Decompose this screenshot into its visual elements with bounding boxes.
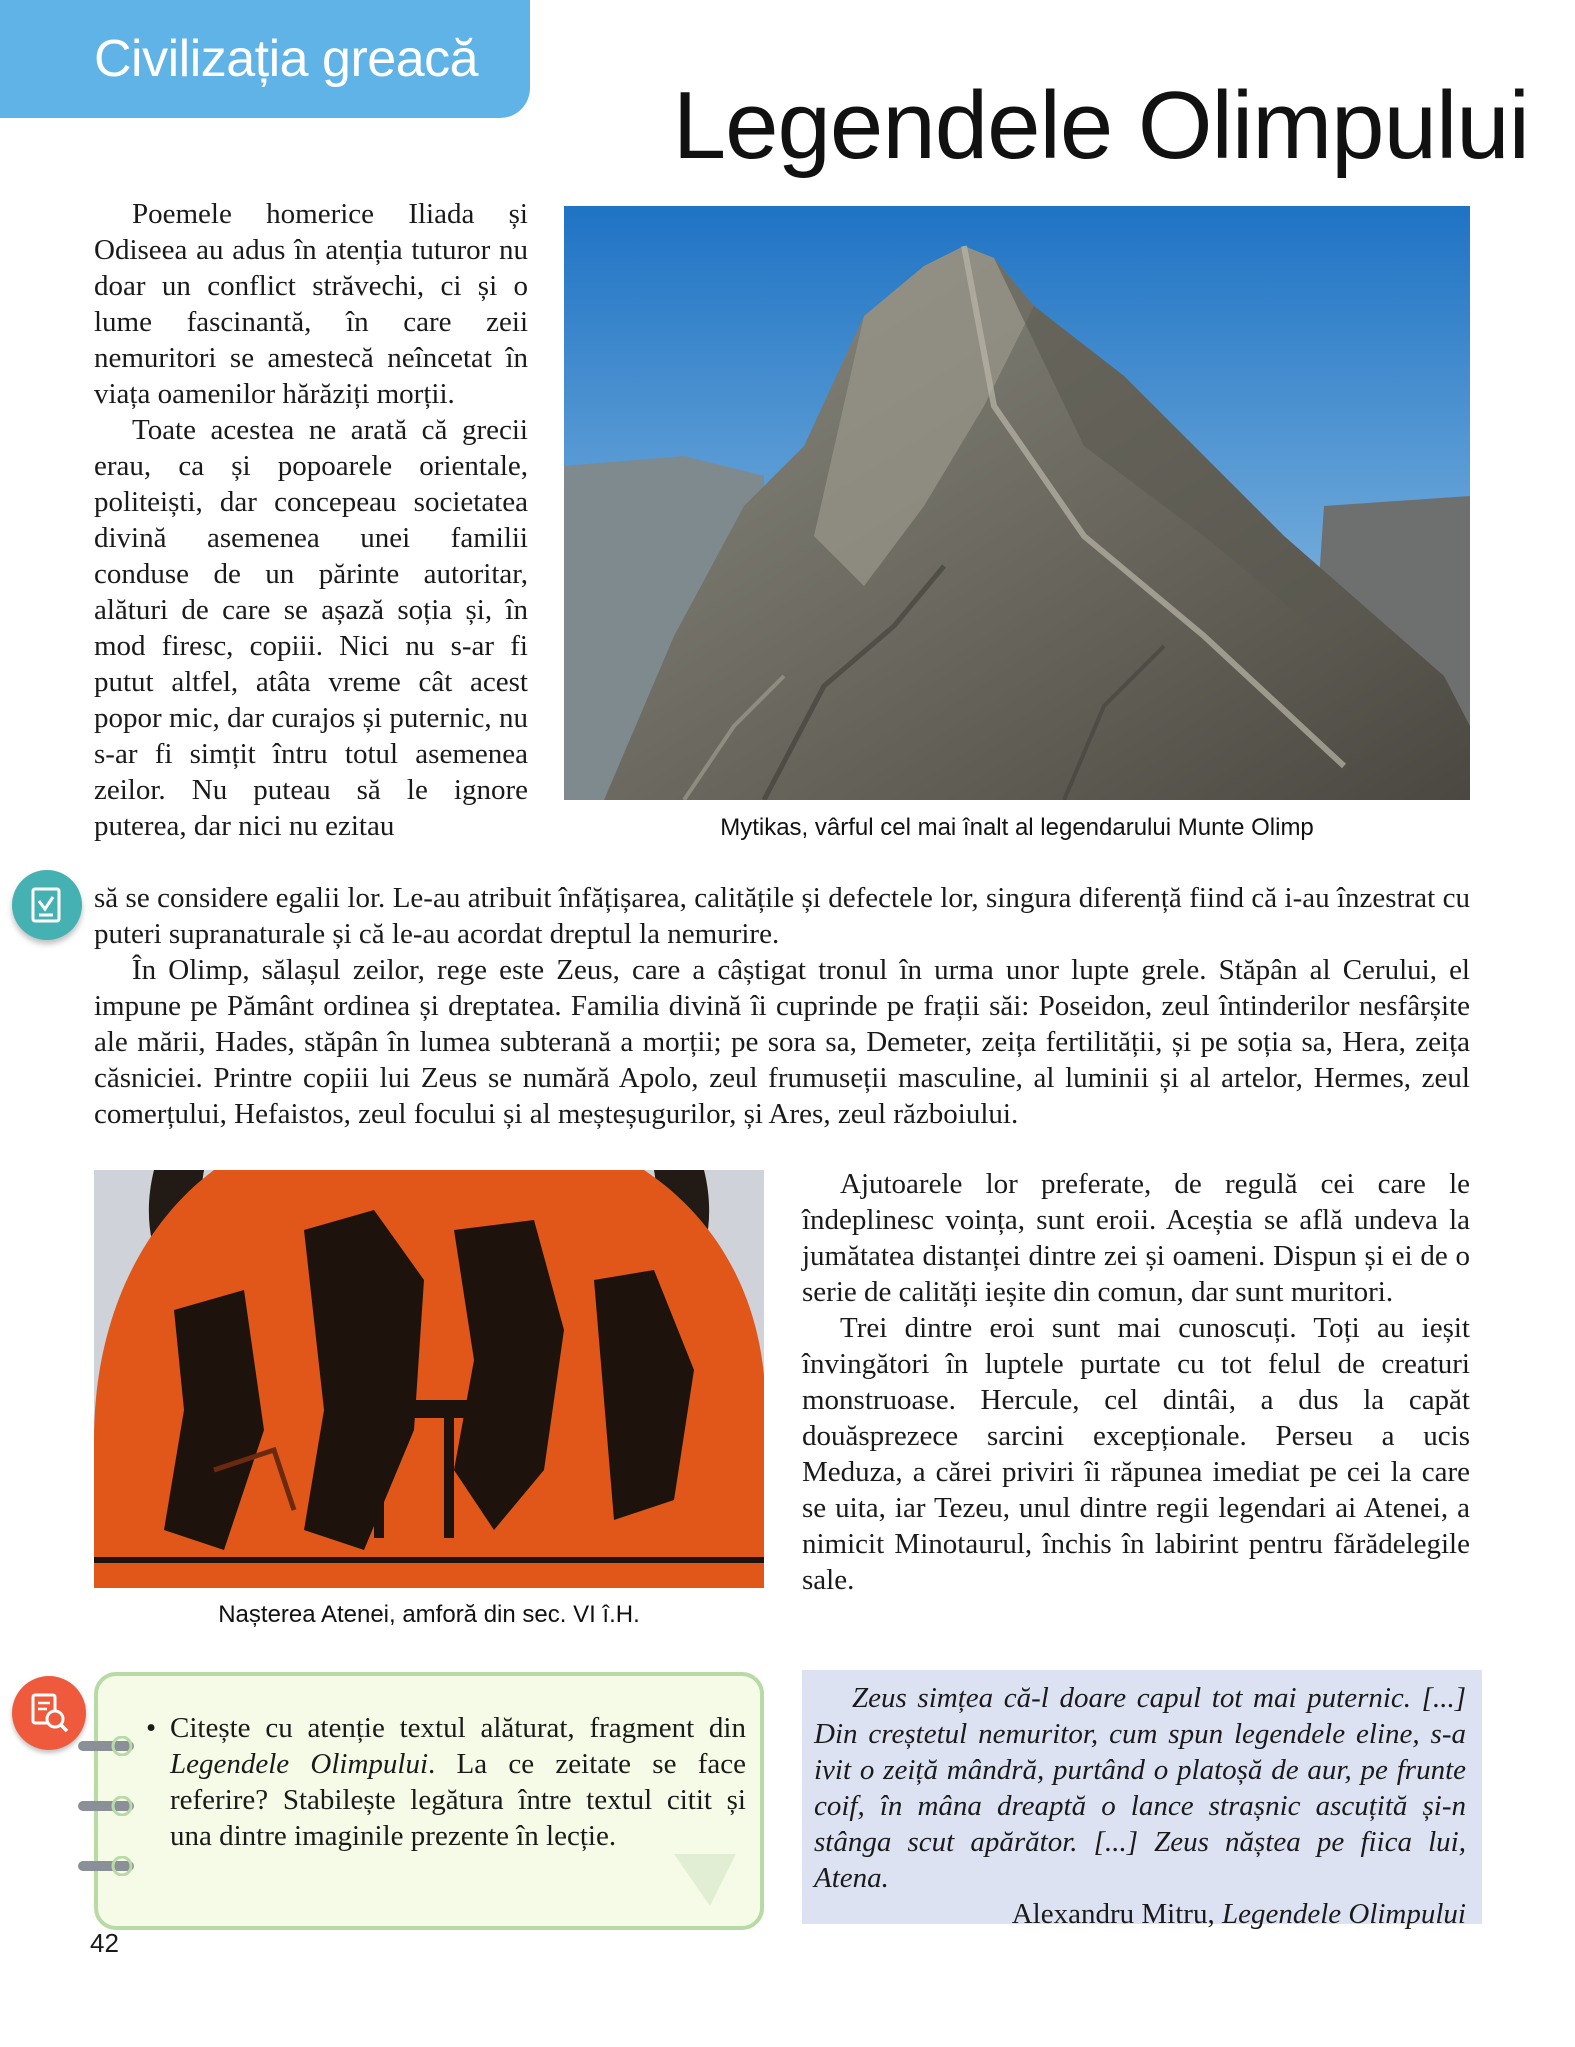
quote-author: Alexandru Mitru,	[1011, 1898, 1222, 1930]
page-title: Legendele Olimpului	[672, 72, 1529, 179]
binder-ring-icon	[78, 1736, 134, 1756]
chapter-label: Civilizația greacă	[94, 30, 479, 88]
chapter-tab	[0, 0, 530, 118]
task-text-part1: Citește cu atenție textul alăturat, fragment din	[170, 1712, 746, 1744]
mountain-photo	[564, 206, 1470, 800]
heroes-paragraph-1: Ajutoarele lor preferate, de regulă cei care le îndeplinesc voința, sunt eroii. Aceștia se află undeva la jumătatea distanței dintre zei și oameni. Dispun și ei de o serie de calități ieșite din comun, dar sunt muritori.	[802, 1168, 1470, 1308]
binder-ring-icon	[78, 1796, 134, 1816]
intro-paragraph-2: Toate acestea ne arată că grecii erau, ca și popoarele orientale, politeiști, dar concepeau societatea divină asemenea unei familii conduse de un părinte autoritar, alături de care se așază soția și, în mod firesc, copiii. Nici nu s-ar fi putut altfel, atâta vreme cât acest popor mic, dar curajos și puternic, nu s-ar fi simțit întru totul asemenea zeilor. Nu puteau să le ignore puterea, dar nici nu ezitau	[94, 414, 528, 842]
olympus-paragraph: În Olimp, sălașul zeilor, rege este Zeus, care a câștigat tronul în urma unor lupte grele. Stăpân al Cerului, el impune pe Pământ ordinea și dreptatea. Familia divină îi cuprinde pe frații săi: Poseidon, zeul întinderilor nesfârșite ale mării, Hades, stăpân în lumea subterană a morții; pe sora sa, Demeter, zeița fertilității, și pe soția sa, Hera, zeița căsniciei. Printre copiii lui Zeus se numără Apolo, zeul frumuseții masculine, al luminii și al artelor, Hermes, zeul comerțului, Hefaistos, zeul focului și al meșteșugurilor, și Ares, zeul războiului.	[94, 954, 1470, 1130]
mountain-caption: Mytikas, vârful cel mai înalt al legendarului Munte Olimp	[720, 814, 1314, 841]
intro-text	[94, 196, 528, 844]
task-text	[146, 1710, 746, 1854]
bullet-icon: •	[146, 1712, 157, 1744]
intro-paragraph-2-continued: să se considere egalii lor. Le-au atribuit înfățișarea, calitățile și defectele lor, singura diferență fiind că i-au înzestrat cu puteri supranaturale și că le-au acordat dreptul la nemurire.	[94, 882, 1470, 950]
task-text-part2: . La ce zeitate se face referire? Stabilește legătura între textul citit și una dintre imaginile prezente în lecție.	[170, 1748, 746, 1852]
page-number: 42	[90, 1928, 119, 1958]
heroes-text	[802, 1166, 1470, 1598]
quote-box	[802, 1670, 1482, 1930]
binder-ring-icon	[78, 1856, 134, 1876]
search-document-icon	[12, 1676, 86, 1750]
task-book-title: Legendele Olimpului	[170, 1748, 429, 1780]
amphora-photo	[94, 1170, 764, 1588]
quote-attribution	[814, 1896, 1466, 1932]
reading-icon	[12, 870, 82, 940]
quote-text: Zeus simțea că-l doare capul tot mai puternic. [...] Din creștetul nemuritor, cum spun legendele eline, s-a ivit o zeiță mândră, purtând o platoșă de aur, pe frunte coif, în mâna dreaptă o lance strașnic ascuțită și-n stânga scut apărător. [...] Zeus năștea pe fiica lui, Atena.	[814, 1682, 1466, 1894]
intro-paragraph-1: Poemele homerice Iliada și Odiseea au adus în atenția tuturor nu doar un conflict străvechi, ci și o lume fascinantă, în care zeii nemuritori se amestecă neîncetat în viața oamenilor hărăziți morții.	[94, 198, 528, 410]
amphora-caption: Nașterea Atenei, amforă din sec. VI î.H.	[218, 1601, 640, 1628]
heroes-paragraph-2: Trei dintre eroi sunt mai cunoscuți. Toți au ieșit învingători în luptele purtate cu tot felul de creaturi monstruoase. Hercule, cel dintâi, a dus la capăt douăsprezece sarcini excepționale. Perseu a ucis Meduza, a cărei priviri îi răpunea imediat pe cei la care se uita, iar Tezeu, unul dintre regii legendari ai Atenei, a nimicit Minotaurul, închis în labirint pentru fărădelegile sale.	[802, 1312, 1470, 1596]
main-text	[94, 880, 1470, 1132]
quote-work: Legendele Olimpului	[1221, 1898, 1466, 1930]
